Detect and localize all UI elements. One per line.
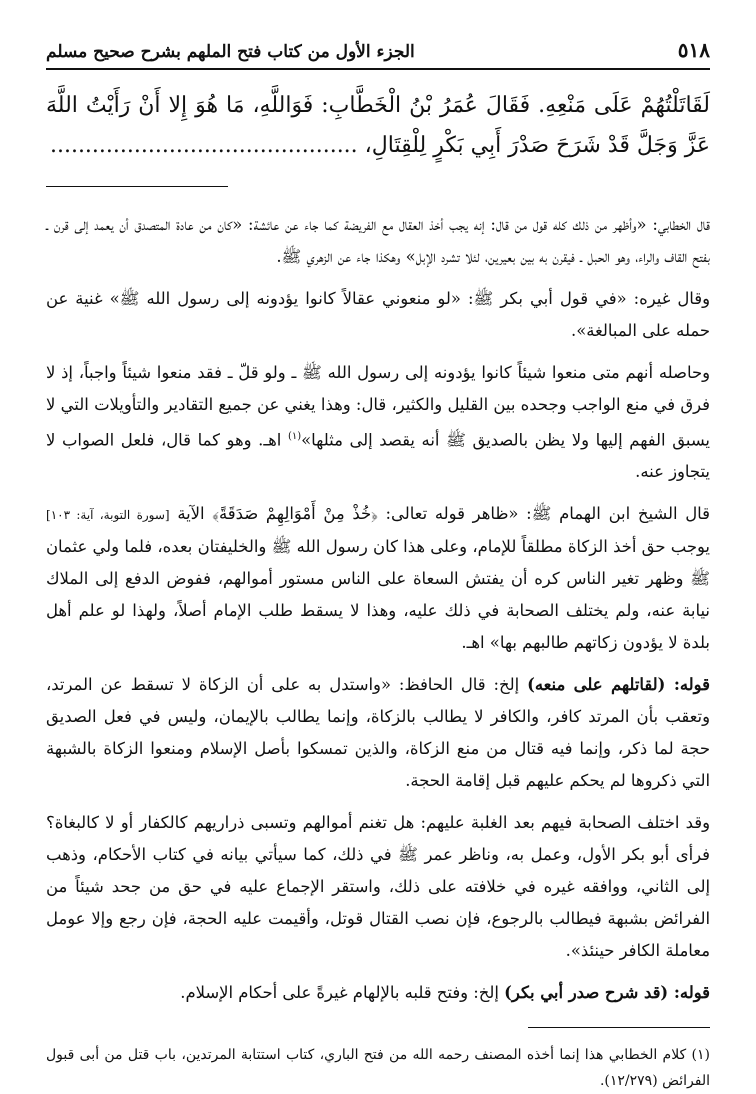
summary-text: وحاصله أنهم متى منعوا شيئاً كانوا يؤدونه إلى رسول الله ﷺ ـ ولو قلّ ـ فقد منعوا شيئاً واجباً، إذ لا فرق في منع الواجب وجحده بين القليل والكثير، قال: وهذا يغني عن جميع التقادير والتأويلات التي لا يسبق الفهم إليها ولا يظن بالصديق ﷺ أنه يقصد إلى مثلها»	[46, 363, 710, 450]
hadith-ellipsis: ............................................	[49, 133, 358, 158]
commentary-body-1: إلخ: قال الحافظ: «واستدل به على أن الزكاة لا تسقط عن المرتد، وتعقب بأن المرتد كافر، والكافر لا يطالب بالزكاة، وإنما يطالب بالإيمان، وليس في فعل الصديق حجة لما ذكر، وإنما فيه قتال من منع الزكاة، والذين تمسكوا بأصل الإسلام ومنعوا الزكاة بالشبهة التي ذكروها لم يحكم عليهم قبل إقامة الحجة.	[46, 675, 710, 791]
running-title: الجزء الأول من كتاب فتح الملهم بشرح صحيح مسلم	[46, 42, 415, 62]
footnote-marker: (١)	[287, 431, 302, 442]
section-divider	[46, 186, 228, 187]
summary-tail: اهـ. وهو كما قال، فلعل الصواب لا يتجاوز عنه.	[46, 430, 710, 482]
paragraph-ibn-humam	[46, 498, 710, 659]
paragraph-summary	[46, 357, 710, 488]
commentary-body-2: إلخ: وفتح قلبه بالإلهام غيرةً على أحكام الإسلام.	[180, 983, 505, 1003]
paragraph-commentary-1	[46, 669, 710, 797]
ibn-humam-body: يوجب حق أخذ الزكاة مطلقاً للإمام، وعلى هذا كان رسول الله ﷺ والخليفتان بعده، فلما ولي عثمان ﷺ وظهر تغير الناس كره أن يفتش السعاة على الناس مستور أموالهم، ففوض الدفع إلى الملاك نيابة عنه، ولم يختلف الصحابة في ذلك عليه، وهذا لا يسقط طلب الإمام أصلاً، ولهذا لو علم أهل بلدة لا يؤدون زكاتهم طالبهم بها» اهـ.	[46, 537, 710, 653]
quran-reference: [سورة التوبة، آية: ١٠٣]	[46, 508, 170, 523]
paragraph-commentary-2	[46, 977, 710, 1009]
paragraph-companions: وقد اختلف الصحابة فيهم بعد الغلبة عليهم: هل تغنم أموالهم وتسبى ذراريهم كالكفار أو لا كالبغاة؟ فرأى أبو بكر الأول، وعمل به، وناظر عمر ﷺ في ذلك، كما سيأتي بيانه في كتاب الأحكام، وذهب إلى الثاني، ووافقه غيره في خلافته على ذلك، واستقر الإجماع عليه في حق من جحد شيئاً من الفرائض بشبهة فيطالب بالرجوع، فإن نصب القتال قوتل، وأقيمت عليه الحجة، فإن رجع وإلا عومل معاملة الكافر حينئذ».	[46, 813, 710, 961]
hadith-text	[46, 86, 710, 166]
page-number: ٥١٨	[677, 38, 710, 62]
footnote: (١) كلام الخطابي هذا إنما أخذه المصنف رحمه الله من فتح الباري، كتاب استتابة المرتدين، باب قتل من أبى قبول الفرائض (١٢/٢٧٩).	[46, 1047, 710, 1090]
paragraph-khattabi: قال الخطابي: «وأظهر من ذلك كله قول من قال: إنه يجب أخذ العقال مع الفريضة كما جاء عن عائشة: «كان من عادة المتصدق أن يعمد إلى قرن ـ بفتح القاف والراء، وهو الحبل ـ فيقرن به بين بعيرين، لئلا تشرد الإبل» وهكذا جاء عن الزهري ﷺ.	[46, 215, 710, 266]
ibn-humam-intro: قال الشيخ ابن الهمام ﷺ: «ظاهر قوله تعالى: ﴿خُذْ مِنْ أَمْوَالِهِمْ صَدَقَةً﴾ الآية	[177, 504, 711, 524]
commentary-heading-2: قوله: (قد شرح صدر أبي بكر)	[504, 983, 710, 1003]
footnote-divider	[528, 1027, 710, 1028]
commentary-heading-1: قوله: (لقاتلهم على منعه)	[527, 675, 710, 695]
paragraph-other-view: وقال غيره: «في قول أبي بكر ﷺ: «لو منعوني عقالاً كانوا يؤدونه إلى رسول الله ﷺ» غنية عن حمله على المبالغة».	[46, 289, 710, 340]
page-header	[46, 38, 710, 70]
hadith-body: لَقَاتَلْتُهُمْ عَلَى مَنْعِهِ. فَقَالَ عُمَرُ بْنُ الْخَطَّابِ: فَوَاللَّهِ، مَا هُوَ إِلا أَنْ رَأَيْتُ اللَّهَ عَزَّ وَجَلَّ قَدْ شَرَحَ صَدْرَ أَبِي بَكْرٍ لِلْقِتَالِ،	[46, 93, 710, 158]
